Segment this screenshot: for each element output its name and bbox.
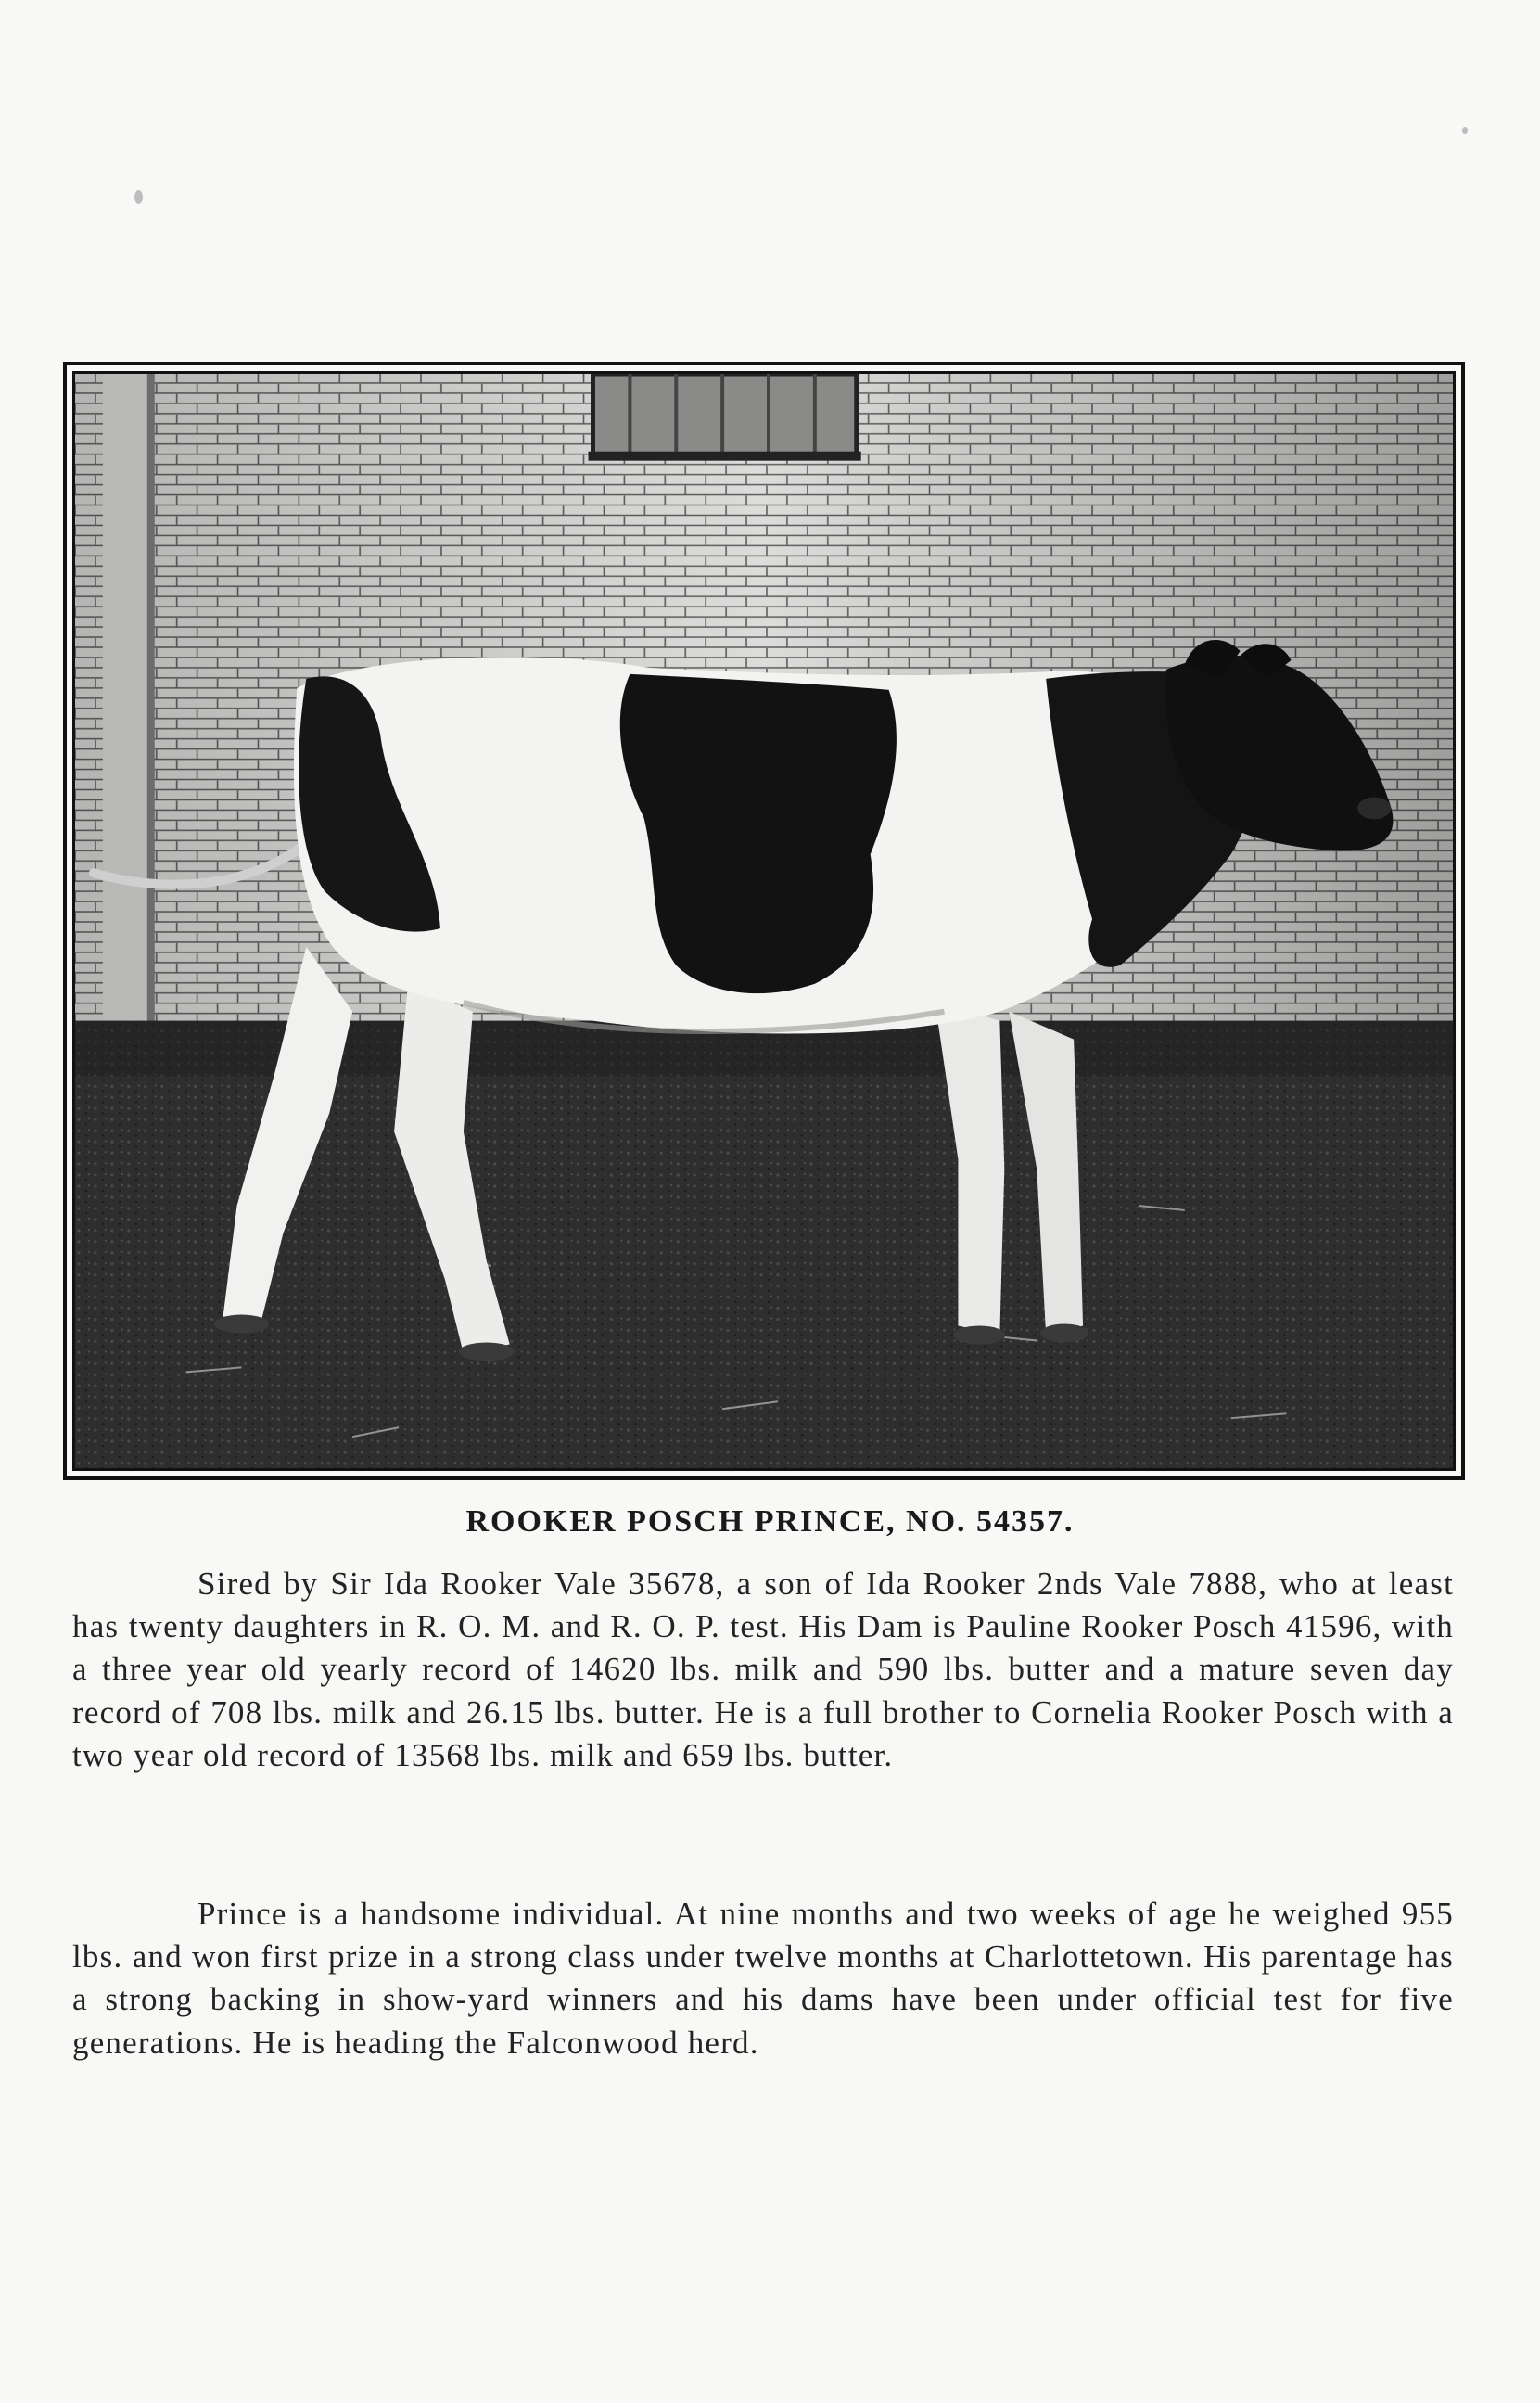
body-paragraph: Prince is a handsome individual. At nine months and two weeks of age he weighed 955 lbs. and won first prize in a strong class under twelve months at Charlottetown. His parentage has a strong backing in show-yard winners and his dams have been under official test for five generations. He is heading the Falconwood herd. [72, 1896, 1454, 2061]
body-paragraph: Sired by Sir Ida Rooker Vale 35678, a son of Ida Rooker 2nds Vale 7888, who at least has twenty daughters in R. O. M. and R. O. P. test. His Dam is Pauline Rooker Posch 41596, with a three year old yearly record of 14620 lbs. milk and 590 lbs. butter and a mature seven day record of 708 lbs. milk and 26.15 lbs. butter. He is a full brother to Cornelia Rooker Posch with a two year old record of 13568 lbs. milk and 659 lbs. butter. [72, 1566, 1454, 1773]
paper-speck [1462, 127, 1468, 134]
photo-caption: ROOKER POSCH PRINCE, NO. 54357. [465, 1504, 1075, 1539]
cattle-photo [72, 371, 1456, 1471]
paper-speck [134, 190, 143, 204]
photo-frame [63, 362, 1465, 1480]
